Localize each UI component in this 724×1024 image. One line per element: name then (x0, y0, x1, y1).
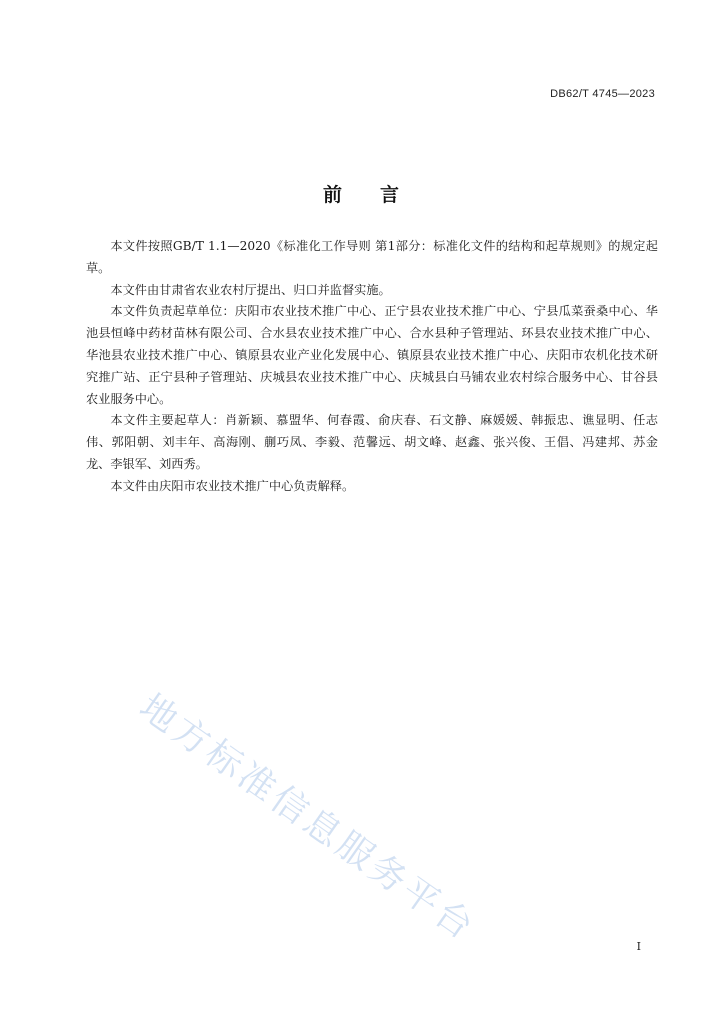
document-code: DB62/T 4745—2023 (550, 88, 655, 100)
paragraph-drafters: 本文件主要起草人：肖新颖、慕盟华、何春霞、俞庆春、石文静、麻媛媛、韩振忠、谯显明、任志伟、郭阳朝、刘丰年、高海刚、蒯巧凤、李毅、范馨远、胡文峰、赵鑫、张兴俊、王倡、冯建邦、苏金龙、李银军、刘西秀。 (86, 413, 658, 471)
watermark: 地方标准信息服务平台 (131, 686, 484, 950)
page-number: I (636, 940, 641, 953)
title-char-1: 前 (322, 184, 344, 206)
title-char-2: 言 (380, 184, 402, 206)
foreword-body (86, 236, 658, 498)
paragraph-proposer: 本文件由甘肃省农业农村厅提出、归口并监督实施。 (110, 282, 391, 297)
paragraph-drafting-rules: 本文件按照GB/T 1.1—2020《标准化工作导则 第1部分：标准化文件的结构和起草规则》的规定起草。 (86, 239, 658, 275)
paragraph-drafting-units: 本文件负责起草单位：庆阳市农业技术推广中心、正宁县农业技术推广中心、宁县瓜菜蚕桑中心、华池县恒峰中药材苗林有限公司、合水县农业技术推广中心、合水县种子管理站、环县农业技术推广中心、华池县农业技术推广中心、镇原县农业产业化发展中心、镇原县农业技术推广中心、庆阳市农机化技术研究推广站、正宁县种子管理站、庆城县农业技术推广中心、庆城县白马铺农业农村综合服务中心、甘谷县农业服务中心。 (86, 304, 658, 406)
paragraph-interpretation: 本文件由庆阳市农业技术推广中心负责解释。 (110, 478, 355, 493)
page-title (0, 180, 724, 207)
